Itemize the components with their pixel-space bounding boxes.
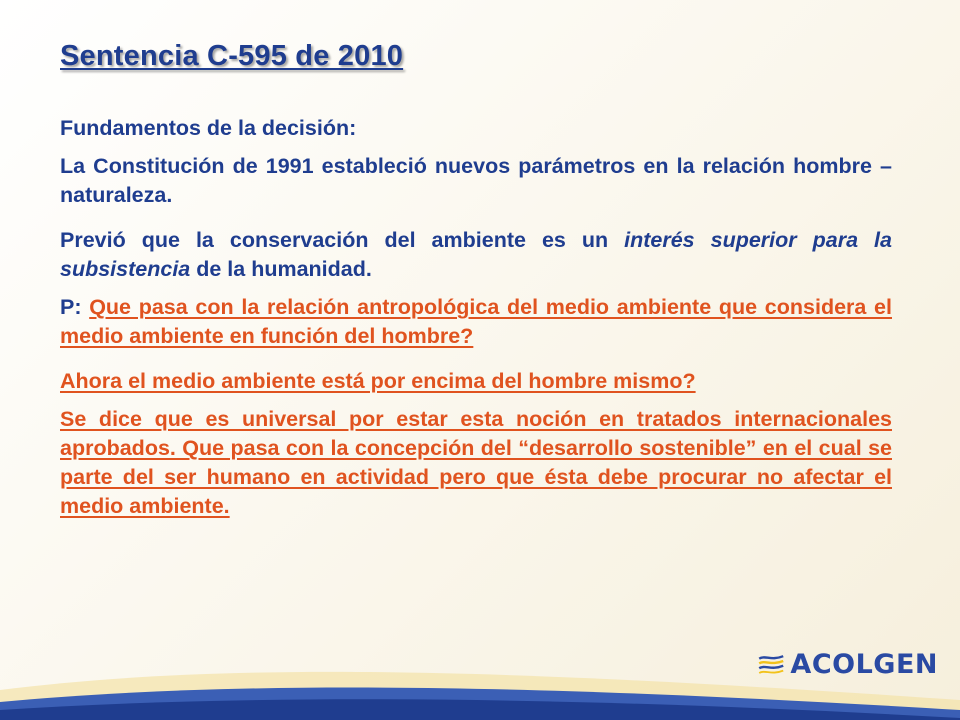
paragraph-conservation-start: Previó que la conservación del ambiente es un	[60, 228, 625, 252]
acolgen-logo-text: ACOLGEN	[790, 648, 938, 680]
paragraph-sustainable	[60, 405, 892, 521]
acolgen-logo	[758, 646, 938, 682]
emphasis-text: interés superior para la subsistencia	[60, 228, 892, 281]
slide-title: Sentencia C-595 de 2010	[60, 40, 404, 72]
question-label: P:	[60, 295, 90, 319]
acolgen-logo-icon	[758, 647, 784, 681]
question-text: Que pasa con la relación antropológica del medio ambiente que considera el medio ambiente en función del hombre?	[60, 295, 892, 348]
paragraph-conservation	[60, 226, 892, 284]
slide-content	[60, 114, 892, 521]
section-heading: Fundamentos de la decisión:	[60, 116, 357, 140]
question-paragraph	[60, 293, 892, 351]
paragraph-constitution: La Constitución de 1991 estableció nuevos parámetros en la relación hombre – naturaleza.	[60, 154, 892, 207]
paragraph-above-man-text: Ahora el medio ambiente está por encima del hombre mismo?	[60, 369, 696, 393]
paragraph-above-man	[60, 367, 892, 396]
paragraph-sustainable-text: Se dice que es universal por estar esta noción en tratados internacionales aprobados. Que pasa con la concepción del “desarrollo sostenible” en el cual se parte del ser humano en actividad pero que ésta debe procurar no afectar el medio ambiente.	[60, 407, 892, 518]
paragraph-conservation-end: de la humanidad.	[190, 257, 372, 281]
